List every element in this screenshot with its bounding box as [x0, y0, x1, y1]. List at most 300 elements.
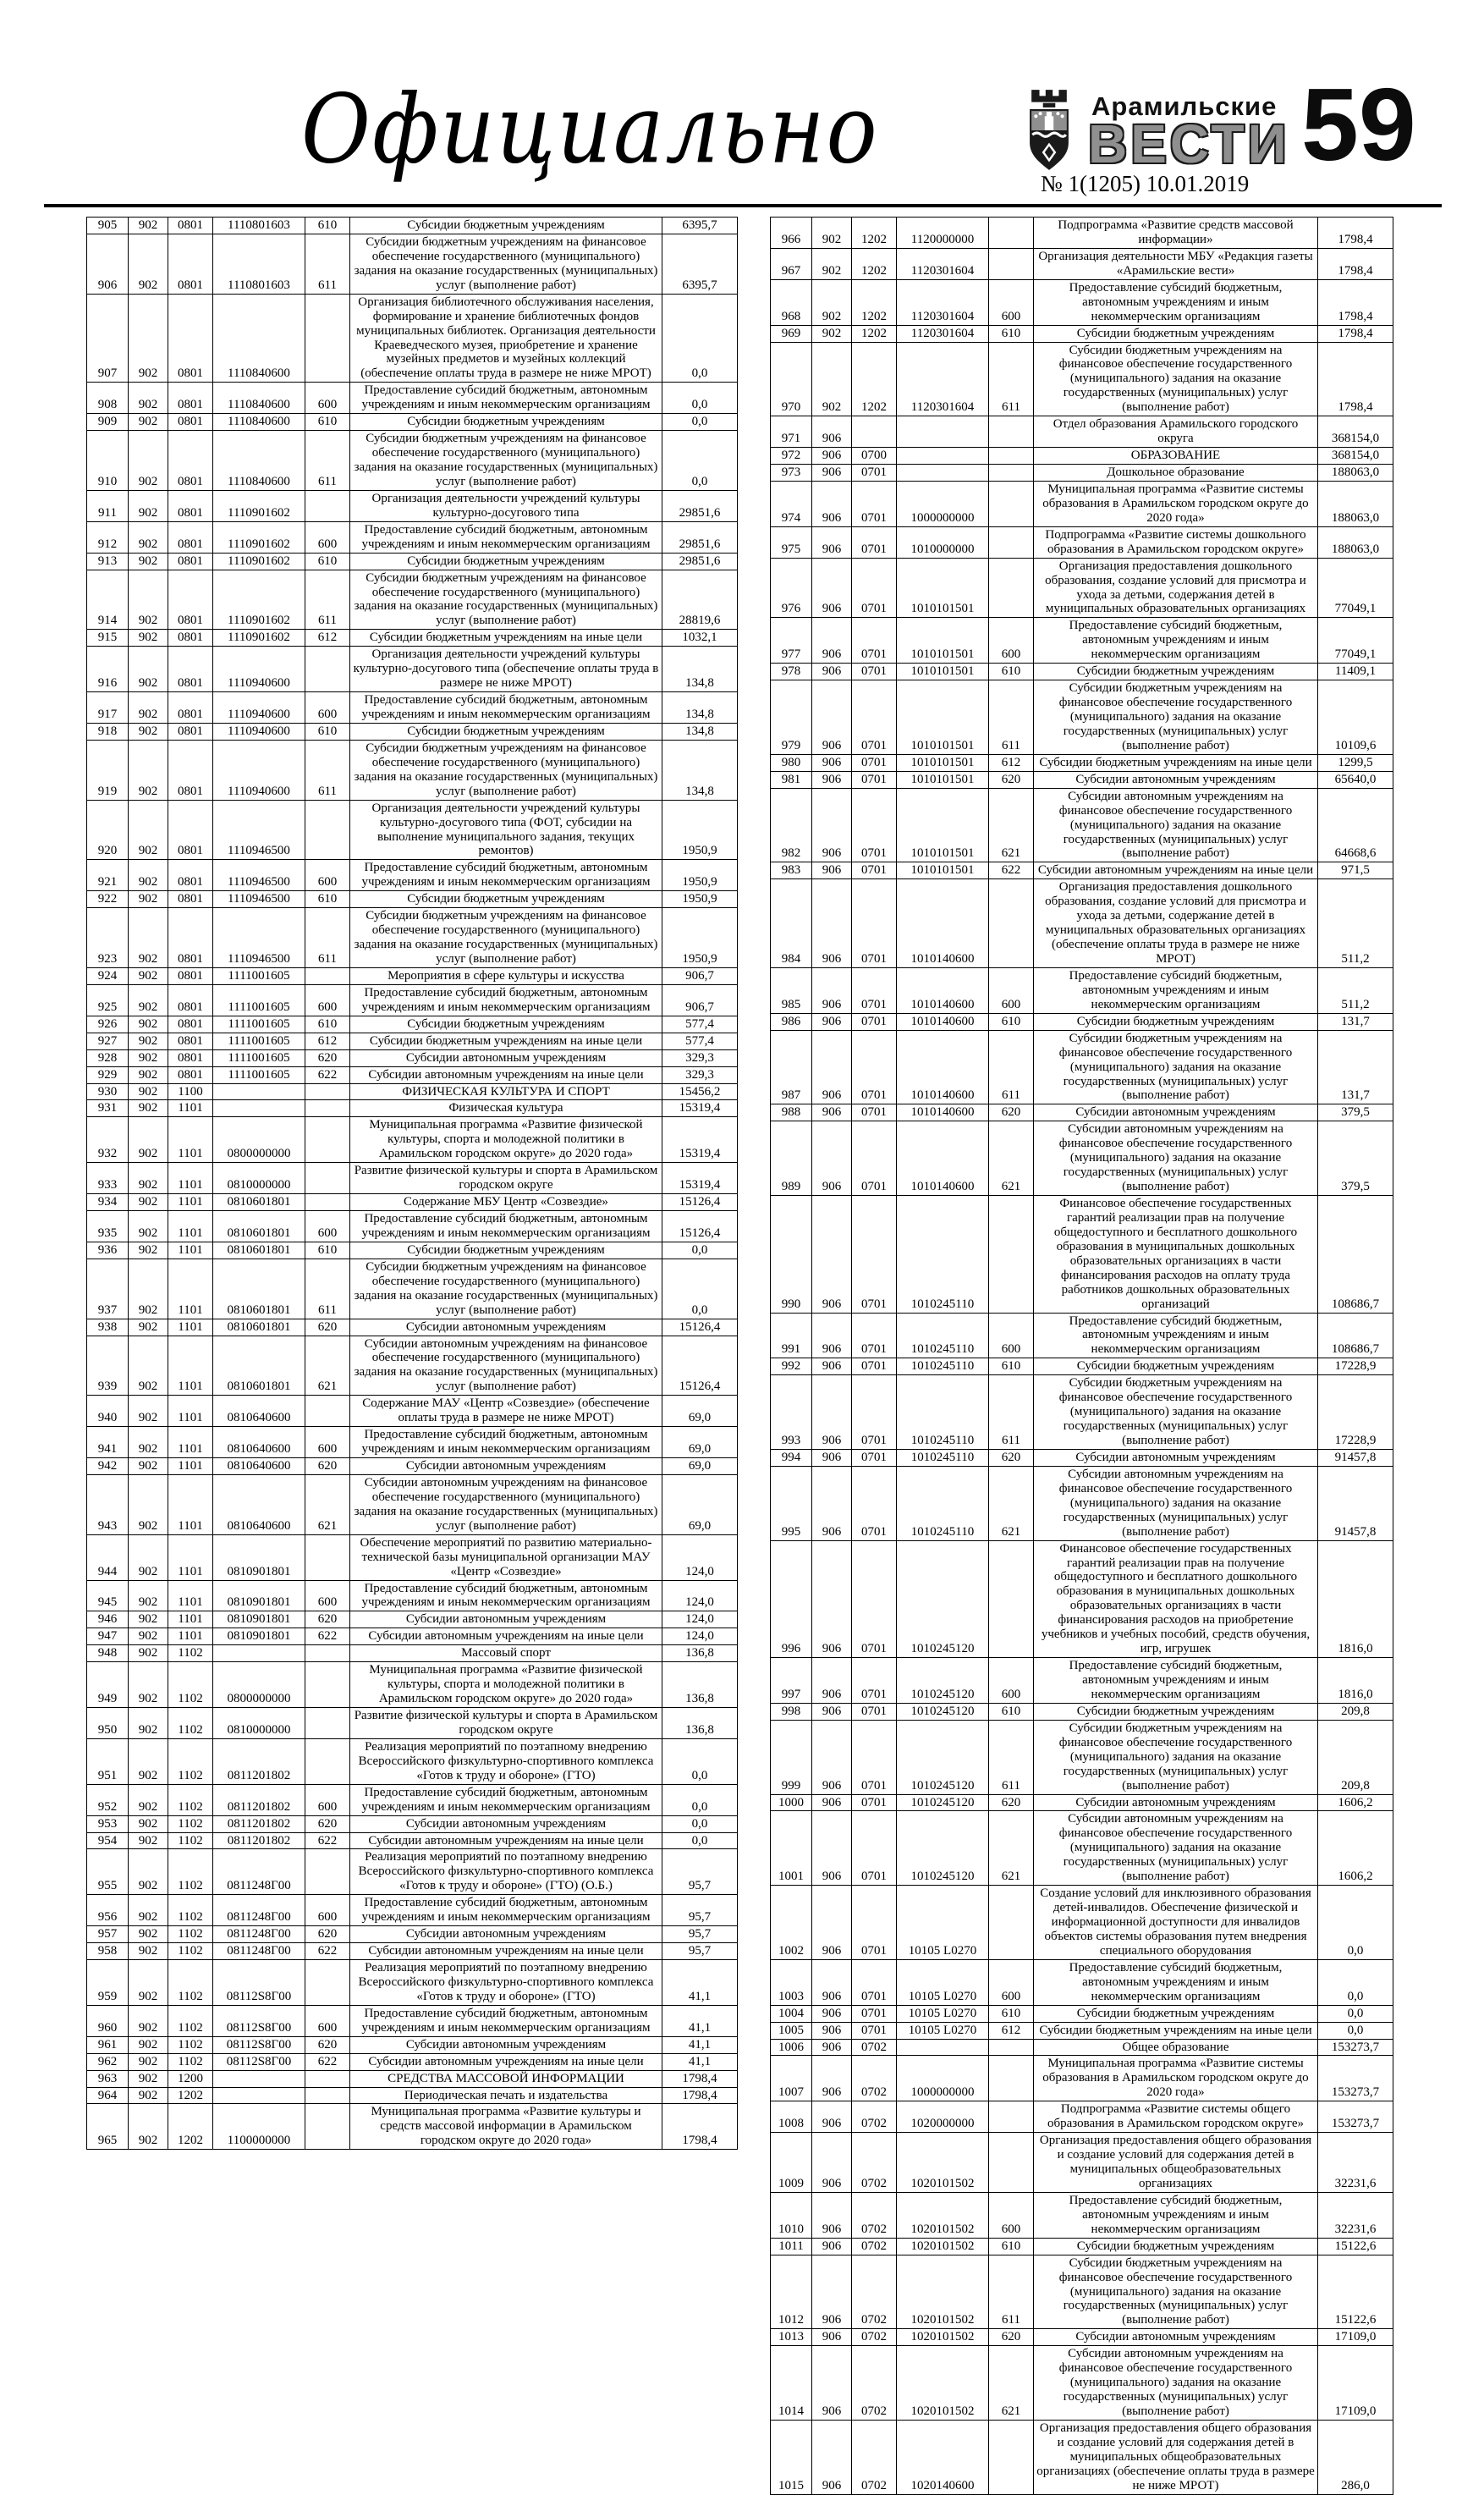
grbs-code-cell: 902: [129, 1211, 168, 1242]
target-article-cell: 1020101502: [897, 2192, 989, 2238]
grbs-code-cell: 906: [812, 618, 852, 664]
description-cell: Субсидии бюджетным учреждениям: [1034, 1013, 1318, 1030]
description-cell: Субсидии бюджетным учреждениям: [1034, 1703, 1318, 1720]
target-article-cell: 0811201802: [213, 1815, 305, 1832]
amount-cell: 28819,6: [662, 570, 738, 630]
amount-cell: 0,0: [662, 1738, 738, 1784]
table-row: [771, 481, 1393, 526]
amount-cell: 1950,9: [662, 860, 738, 891]
row-number-cell: 994: [771, 1449, 812, 1466]
amount-cell: 95,7: [662, 1895, 738, 1926]
target-article-cell: 0810901801: [213, 1628, 305, 1645]
table-row: [771, 1313, 1393, 1358]
amount-cell: 136,8: [662, 1645, 738, 1662]
target-article-cell: 0810640600: [213, 1474, 305, 1534]
table-row: [87, 431, 738, 491]
table-row: [87, 1832, 738, 1849]
row-number-cell: 1005: [771, 2022, 812, 2039]
expense-type-cell: 620: [305, 1815, 350, 1832]
amount-cell: 6395,7: [662, 218, 738, 234]
amount-cell: 124,0: [662, 1580, 738, 1611]
description-cell: Субсидии автономным учреждениям: [1034, 2329, 1318, 2346]
section-code-cell: 0702: [852, 2133, 897, 2193]
amount-cell: 1798,4: [1318, 248, 1393, 279]
table-row: [771, 1466, 1393, 1540]
row-number-cell: 976: [771, 558, 812, 618]
description-cell: Субсидии автономным учреждениям на финансовое обеспечение государственного (муниципального) задания на оказание государственных (муниципальных) услуг (выполнение работ): [1034, 1466, 1318, 1540]
grbs-code-cell: 902: [129, 521, 168, 553]
row-number-cell: 942: [87, 1458, 129, 1475]
expense-type-cell: [305, 1849, 350, 1895]
description-cell: Периодическая печать и издательства: [350, 2087, 662, 2104]
grbs-code-cell: 902: [129, 860, 168, 891]
amount-cell: 15126,4: [662, 1319, 738, 1336]
expense-type-cell: 612: [989, 754, 1034, 771]
grbs-code-cell: 902: [129, 1784, 168, 1815]
target-article-cell: 1120301604: [897, 342, 989, 416]
expense-type-cell: [989, 2420, 1034, 2494]
section-code-cell: [852, 416, 897, 448]
row-number-cell: 982: [771, 788, 812, 862]
amount-cell: 95,7: [662, 1849, 738, 1895]
description-cell: Содержание МБУ Центр «Созвездие»: [350, 1194, 662, 1211]
description-cell: Организация деятельности учреждений культуры культурно-досугового типа: [350, 490, 662, 521]
target-article-cell: 0811201802: [213, 1738, 305, 1784]
amount-cell: 0,0: [662, 1784, 738, 1815]
description-cell: Мероприятия в сфере культуры и искусства: [350, 967, 662, 984]
description-cell: Субсидии автономным учреждениям: [1034, 1794, 1318, 1811]
row-number-cell: 961: [87, 2036, 129, 2053]
table-row: [87, 1849, 738, 1895]
section-code-cell: 0701: [852, 1466, 897, 1540]
grbs-code-cell: 902: [129, 2087, 168, 2104]
description-cell: Субсидии автономным учреждениям: [350, 1049, 662, 1066]
amount-cell: 91457,8: [1318, 1466, 1393, 1540]
amount-cell: 1798,4: [662, 2104, 738, 2150]
row-number-cell: 928: [87, 1049, 129, 1066]
table-row: [87, 1016, 738, 1033]
description-cell: Субсидии бюджетным учреждениям на финансовое обеспечение государственного (муниципального) задания на оказание государственных (муниципальных) услуг (выполнение работ): [1034, 342, 1318, 416]
table-row: [771, 1104, 1393, 1121]
expense-type-cell: [989, 481, 1034, 526]
table-row: [87, 740, 738, 800]
table-row: [87, 692, 738, 724]
amount-cell: 1816,0: [1318, 1658, 1393, 1704]
section-code-cell: 0701: [852, 879, 897, 968]
section-code-cell: 0702: [852, 2238, 897, 2255]
row-number-cell: 1004: [771, 2005, 812, 2022]
table-row: [771, 2192, 1393, 2238]
table-row: [87, 1211, 738, 1242]
row-number-cell: 1000: [771, 1794, 812, 1811]
target-article-cell: 0811248Г00: [213, 1926, 305, 1943]
row-number-cell: 1007: [771, 2056, 812, 2101]
section-code-cell: 0801: [168, 800, 213, 860]
description-cell: Субсидии бюджетным учреждениям: [350, 218, 662, 234]
description-cell: Субсидии автономным учреждениям: [350, 1926, 662, 1943]
table-row: [87, 1628, 738, 1645]
table-row: [87, 2036, 738, 2053]
description-cell: Субсидии бюджетным учреждениям на финансовое обеспечение государственного (муниципального) задания на оказание государственных (муниципальных) услуг (выполнение работ): [1034, 680, 1318, 755]
grbs-code-cell: 902: [129, 1336, 168, 1396]
description-cell: Субсидии автономным учреждениям: [1034, 1104, 1318, 1121]
description-cell: Отдел образования Арамильского городского округа: [1034, 416, 1318, 448]
amount-cell: 91457,8: [1318, 1449, 1393, 1466]
expense-type-cell: [989, 2056, 1034, 2101]
table-row: [771, 465, 1393, 482]
row-number-cell: 905: [87, 218, 129, 234]
expense-type-cell: [305, 1100, 350, 1117]
description-cell: Предоставление субсидий бюджетным, автономным учреждениям и иным некоммерческим организациям: [350, 2005, 662, 2036]
target-article-cell: 10105 L0270: [897, 2005, 989, 2022]
target-article-cell: 1010245110: [897, 1196, 989, 1314]
amount-cell: 108686,7: [1318, 1313, 1393, 1358]
table-row: [771, 1959, 1393, 2005]
grbs-code-cell: 902: [129, 723, 168, 740]
expense-type-cell: 611: [305, 908, 350, 968]
description-cell: Субсидии бюджетным учреждениям: [350, 553, 662, 570]
row-number-cell: 992: [771, 1358, 812, 1375]
amount-cell: 41,1: [662, 2053, 738, 2070]
row-number-cell: 999: [771, 1720, 812, 1794]
grbs-code-cell: 906: [812, 1658, 852, 1704]
grbs-code-cell: 902: [812, 325, 852, 342]
grbs-code-cell: 906: [812, 526, 852, 558]
amount-cell: 95,7: [662, 1926, 738, 1943]
section-code-cell: 0801: [168, 692, 213, 724]
expense-type-cell: 611: [305, 740, 350, 800]
expense-type-cell: 620: [305, 1049, 350, 1066]
target-article-cell: 08112S8Г00: [213, 2053, 305, 2070]
row-number-cell: 912: [87, 521, 129, 553]
grbs-code-cell: 902: [129, 740, 168, 800]
amount-cell: 69,0: [662, 1458, 738, 1475]
target-article-cell: 1111001605: [213, 1016, 305, 1033]
target-article-cell: 1110940600: [213, 647, 305, 692]
row-number-cell: 956: [87, 1895, 129, 1926]
description-cell: Предоставление субсидий бюджетным, автономным учреждениям и иным некоммерческим организациям: [350, 1580, 662, 1611]
table-row: [771, 788, 1393, 862]
amount-cell: 69,0: [662, 1474, 738, 1534]
expense-type-cell: 600: [305, 2005, 350, 2036]
table-row: [87, 1926, 738, 1943]
table-row: [87, 860, 738, 891]
expense-type-cell: 610: [305, 891, 350, 908]
row-number-cell: 1015: [771, 2420, 812, 2494]
row-number-cell: 977: [771, 618, 812, 664]
grbs-code-cell: 902: [129, 1458, 168, 1475]
expense-type-cell: 610: [989, 325, 1034, 342]
table-row: [87, 521, 738, 553]
amount-cell: 153273,7: [1318, 2101, 1393, 2133]
description-cell: Организация библиотечного обслуживания населения, формирование и хранение библиотечных фондов муниципальных библиотек. Организация деятельности Краеведческого музея, приобретение и хранение музейных предметов и музейных коллекций (обеспечение оплаты труда в размере не ниже МРОТ): [350, 294, 662, 383]
table-row: [771, 2255, 1393, 2329]
row-number-cell: 1001: [771, 1811, 812, 1886]
row-number-cell: 919: [87, 740, 129, 800]
table-row: [87, 1194, 738, 1211]
section-code-cell: 1102: [168, 2053, 213, 2070]
description-cell: Дошкольное образование: [1034, 465, 1318, 482]
amount-cell: 29851,6: [662, 521, 738, 553]
expense-type-cell: 620: [305, 1319, 350, 1336]
expense-type-cell: 611: [989, 680, 1034, 755]
amount-cell: 134,8: [662, 723, 738, 740]
description-cell: Предоставление субсидий бюджетным, автономным учреждениям и иным некоммерческим организациям: [350, 1211, 662, 1242]
table-row: [771, 218, 1393, 249]
description-cell: Предоставление субсидий бюджетным, автономным учреждениям и иным некоммерческим организациям: [350, 984, 662, 1016]
section-code-cell: 0701: [852, 2005, 897, 2022]
expense-type-cell: 622: [305, 1832, 350, 1849]
target-article-cell: 0810601801: [213, 1259, 305, 1319]
section-code-cell: 0702: [852, 2192, 897, 2238]
grbs-code-cell: 906: [812, 680, 852, 755]
grbs-code-cell: 906: [812, 2346, 852, 2421]
row-number-cell: 969: [771, 325, 812, 342]
target-article-cell: [213, 1645, 305, 1662]
description-cell: ОБРАЗОВАНИЕ: [1034, 448, 1318, 465]
row-number-cell: 978: [771, 664, 812, 680]
target-article-cell: 1010245110: [897, 1358, 989, 1375]
expense-type-cell: [989, 248, 1034, 279]
table-row: [87, 553, 738, 570]
amount-cell: 188063,0: [1318, 481, 1393, 526]
target-article-cell: 1010245120: [897, 1540, 989, 1658]
section-code-cell: 0701: [852, 1886, 897, 1960]
amount-cell: 15122,6: [1318, 2238, 1393, 2255]
target-article-cell: 1110840600: [213, 383, 305, 414]
row-number-cell: 988: [771, 1104, 812, 1121]
grbs-code-cell: 902: [129, 1534, 168, 1580]
grbs-code-cell: 902: [129, 1832, 168, 1849]
grbs-code-cell: 902: [129, 1066, 168, 1083]
section-code-cell: 0701: [852, 465, 897, 482]
target-article-cell: 0811248Г00: [213, 1849, 305, 1895]
expense-type-cell: [989, 879, 1034, 968]
table-row: [87, 2070, 738, 2087]
expense-type-cell: [989, 416, 1034, 448]
row-number-cell: 907: [87, 294, 129, 383]
amount-cell: 69,0: [662, 1427, 738, 1458]
target-article-cell: 0810901801: [213, 1611, 305, 1628]
target-article-cell: 0810601801: [213, 1194, 305, 1211]
description-cell: Субсидии бюджетным учреждениям на финансовое обеспечение государственного (муниципального) задания на оказание государственных (муниципальных) услуг (выполнение работ): [350, 1259, 662, 1319]
description-cell: Организация предоставления общего образования и создание условий для содержания детей в муниципальных общеобразовательных организациях (обеспечение оплаты труда в размере не ниже МРОТ): [1034, 2420, 1318, 2494]
grbs-code-cell: 906: [812, 664, 852, 680]
row-number-cell: 964: [87, 2087, 129, 2104]
table-row: [771, 1886, 1393, 1960]
section-code-cell: 1101: [168, 1100, 213, 1117]
section-code-cell: 1102: [168, 1832, 213, 1849]
row-number-cell: 1010: [771, 2192, 812, 2238]
section-code-cell: 0701: [852, 1658, 897, 1704]
target-article-cell: 1110940600: [213, 692, 305, 724]
section-code-cell: 1202: [852, 325, 897, 342]
expense-type-cell: 622: [305, 1628, 350, 1645]
amount-cell: 131,7: [1318, 1013, 1393, 1030]
expense-type-cell: 611: [989, 1720, 1034, 1794]
row-number-cell: 933: [87, 1163, 129, 1194]
table-row: [87, 1066, 738, 1083]
expense-type-cell: [305, 2104, 350, 2150]
description-cell: Субсидии бюджетным учреждениям на финансовое обеспечение государственного (муниципального) задания на оказание государственных (муниципальных) услуг (выполнение работ): [350, 908, 662, 968]
description-cell: Предоставление субсидий бюджетным, автономным учреждениям и иным некоммерческим организациям: [350, 1895, 662, 1926]
table-row: [771, 1375, 1393, 1450]
row-number-cell: 1013: [771, 2329, 812, 2346]
grbs-code-cell: 902: [129, 1580, 168, 1611]
table-row: [771, 680, 1393, 755]
expense-type-cell: 610: [305, 1242, 350, 1259]
expense-type-cell: 600: [989, 618, 1034, 664]
grbs-code-cell: 902: [129, 692, 168, 724]
expense-type-cell: 610: [305, 723, 350, 740]
expense-type-cell: 600: [989, 1313, 1034, 1358]
target-article-cell: [213, 2087, 305, 2104]
target-article-cell: 1120301604: [897, 248, 989, 279]
section-code-cell: 1101: [168, 1474, 213, 1534]
grbs-code-cell: 906: [812, 1466, 852, 1540]
row-number-cell: 922: [87, 891, 129, 908]
amount-cell: 15456,2: [662, 1083, 738, 1100]
section-code-cell: 0801: [168, 431, 213, 491]
table-row: [87, 800, 738, 860]
target-article-cell: 1010140600: [897, 1030, 989, 1104]
table-row: [771, 1720, 1393, 1794]
target-article-cell: 1111001605: [213, 1033, 305, 1049]
section-code-cell: 0801: [168, 521, 213, 553]
description-cell: Субсидии бюджетным учреждениям: [350, 414, 662, 431]
expense-type-cell: 600: [989, 2192, 1034, 2238]
amount-cell: 1798,4: [1318, 325, 1393, 342]
row-number-cell: 960: [87, 2005, 129, 2036]
description-cell: Субсидии автономным учреждениям на иные цели: [350, 1628, 662, 1645]
row-number-cell: 1006: [771, 2039, 812, 2056]
expense-type-cell: [305, 1396, 350, 1427]
amount-cell: 329,3: [662, 1049, 738, 1066]
expense-type-cell: [989, 2101, 1034, 2133]
target-article-cell: 0810000000: [213, 1708, 305, 1739]
expense-type-cell: 600: [989, 279, 1034, 325]
section-code-cell: 1102: [168, 2005, 213, 2036]
section-code-cell: 0701: [852, 1540, 897, 1658]
target-article-cell: 10105 L0270: [897, 2022, 989, 2039]
table-row: [87, 218, 738, 234]
description-cell: Подпрограмма «Развитие системы общего образования в Арамильском городском округе»: [1034, 2101, 1318, 2133]
target-article-cell: 1010101501: [897, 558, 989, 618]
table-row: [87, 1645, 738, 1662]
grbs-code-cell: 902: [129, 1611, 168, 1628]
row-number-cell: 924: [87, 967, 129, 984]
expense-type-cell: 611: [305, 1259, 350, 1319]
target-article-cell: 0810601801: [213, 1319, 305, 1336]
amount-cell: 511,2: [1318, 967, 1393, 1013]
grbs-code-cell: 906: [812, 1013, 852, 1030]
section-code-cell: 0801: [168, 553, 213, 570]
target-article-cell: 1110946500: [213, 908, 305, 968]
table-row: [87, 1319, 738, 1336]
table-row: [771, 1358, 1393, 1375]
table-row: [771, 754, 1393, 771]
table-row: [771, 862, 1393, 879]
section-title: Официально: [301, 74, 879, 185]
row-number-cell: 920: [87, 800, 129, 860]
grbs-code-cell: 902: [129, 1163, 168, 1194]
target-article-cell: 10105 L0270: [897, 1886, 989, 1960]
row-number-cell: 934: [87, 1194, 129, 1211]
grbs-code-cell: 902: [129, 1117, 168, 1163]
section-code-cell: 0701: [852, 1449, 897, 1466]
row-number-cell: 1002: [771, 1886, 812, 1960]
section-code-cell: 1101: [168, 1259, 213, 1319]
grbs-code-cell: 902: [129, 647, 168, 692]
table-row: [87, 1100, 738, 1117]
table-row: [87, 1611, 738, 1628]
grbs-code-cell: 906: [812, 879, 852, 968]
description-cell: Муниципальная программа «Развитие физической культуры, спорта и молодежной политики в Арамильском городском округе» до 2020 года»: [350, 1117, 662, 1163]
section-code-cell: 1102: [168, 2036, 213, 2053]
amount-cell: 209,8: [1318, 1720, 1393, 1794]
grbs-code-cell: 902: [129, 218, 168, 234]
table-row: [87, 1662, 738, 1708]
amount-cell: 0,0: [662, 431, 738, 491]
section-code-cell: 0701: [852, 1358, 897, 1375]
expense-type-cell: [305, 1738, 350, 1784]
expense-type-cell: 612: [305, 1033, 350, 1049]
description-cell: Субсидии бюджетным учреждениям: [1034, 1358, 1318, 1375]
table-row: [771, 1540, 1393, 1658]
grbs-code-cell: 902: [129, 431, 168, 491]
table-row: [771, 2346, 1393, 2421]
grbs-code-cell: 906: [812, 465, 852, 482]
amount-cell: 1798,4: [1318, 342, 1393, 416]
section-code-cell: 0801: [168, 723, 213, 740]
target-article-cell: 1110901602: [213, 490, 305, 521]
table-row: [771, 1703, 1393, 1720]
amount-cell: 65640,0: [1318, 771, 1393, 788]
amount-cell: 69,0: [662, 1396, 738, 1427]
section-code-cell: 1202: [168, 2087, 213, 2104]
section-code-cell: 1101: [168, 1117, 213, 1163]
row-number-cell: 985: [771, 967, 812, 1013]
grbs-code-cell: 906: [812, 1449, 852, 1466]
target-article-cell: 1110901602: [213, 553, 305, 570]
description-cell: Предоставление субсидий бюджетным, автономным учреждениям и иным некоммерческим организациям: [1034, 618, 1318, 664]
amount-cell: 17109,0: [1318, 2329, 1393, 2346]
grbs-code-cell: 906: [812, 754, 852, 771]
amount-cell: 124,0: [662, 1611, 738, 1628]
description-cell: Предоставление субсидий бюджетным, автономным учреждениям и иным некоммерческим организациям: [1034, 1658, 1318, 1704]
section-code-cell: 0801: [168, 1049, 213, 1066]
target-article-cell: 1100000000: [213, 2104, 305, 2150]
budget-table-right: [770, 217, 1393, 2495]
section-code-cell: 0701: [852, 1013, 897, 1030]
section-code-cell: 1102: [168, 1738, 213, 1784]
table-row: [87, 1815, 738, 1832]
section-code-cell: 1202: [852, 218, 897, 249]
section-code-cell: 0701: [852, 1959, 897, 2005]
grbs-code-cell: 902: [129, 1708, 168, 1739]
table-row: [771, 1030, 1393, 1104]
amount-cell: 77049,1: [1318, 618, 1393, 664]
expense-type-cell: [305, 1083, 350, 1100]
grbs-code-cell: 906: [812, 2101, 852, 2133]
table-row: [87, 1083, 738, 1100]
amount-cell: 64668,6: [1318, 788, 1393, 862]
grbs-code-cell: 906: [812, 2005, 852, 2022]
grbs-code-cell: 906: [812, 1794, 852, 1811]
brand-name-main: ВЕСТИ: [1088, 113, 1290, 174]
table-row: [771, 526, 1393, 558]
description-cell: Субсидии бюджетным учреждениям на финансовое обеспечение государственного (муниципального) задания на оказание государственных (муниципальных) услуг (выполнение работ): [350, 740, 662, 800]
